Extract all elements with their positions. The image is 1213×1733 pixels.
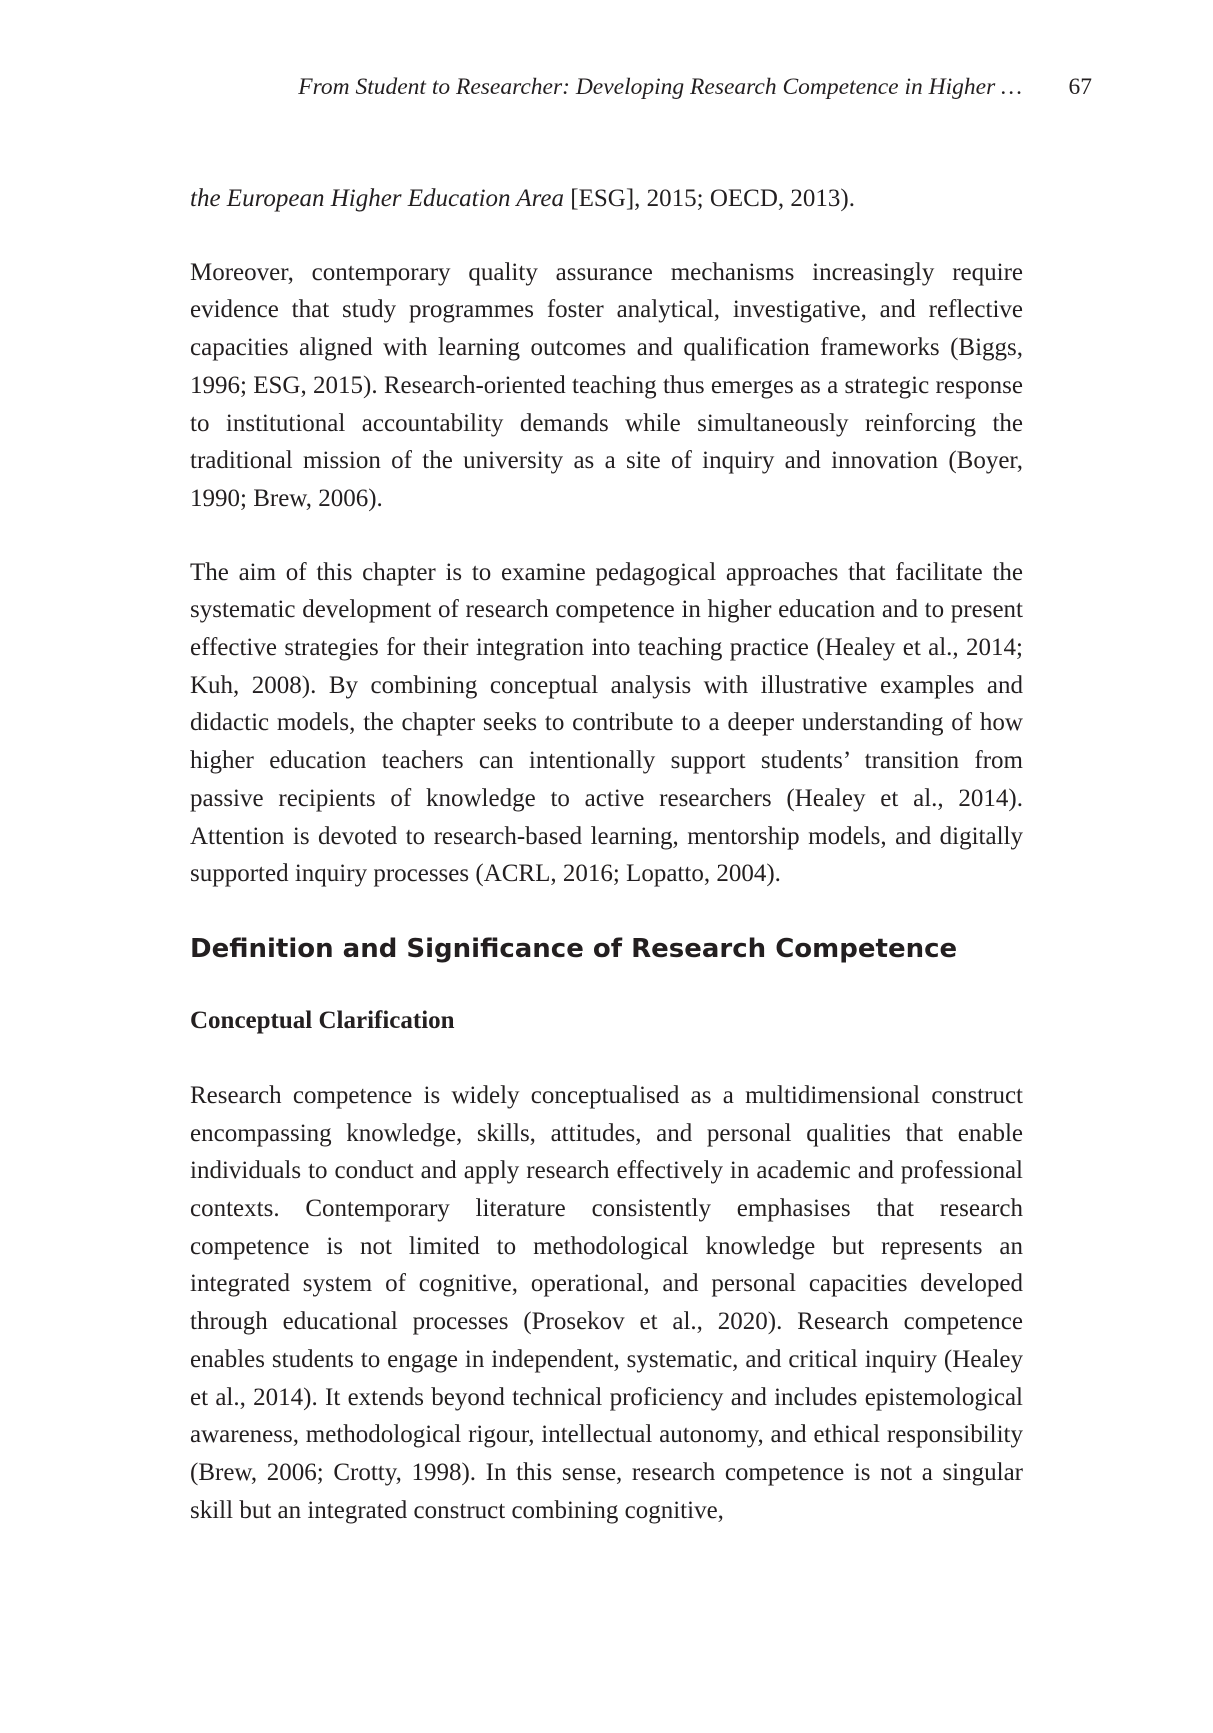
page-body — [190, 180, 1023, 1529]
section-heading: Definition and Significance of Research Competence — [190, 933, 958, 964]
running-head — [190, 70, 1092, 104]
page-number: 67 — [1068, 74, 1092, 100]
subsection-heading: Conceptual Clarification — [190, 1006, 455, 1034]
italic-title-fragment: the European Higher Education Area — [190, 185, 565, 212]
paragraph-quality-assurance: Moreover, contemporary quality assurance mechanisms increasingly require evidence that study programmes foster analytical, investigative, and reflective capacities aligned with learning outcomes and qualification frameworks (Biggs, 1996; ESG, 2015). Research-oriented teaching thus emerges as a strategic response to institutional accountability demands while simultaneously reinforcing the traditional mission of the university as a site of inquiry and innovation (Boyer, 1990; Brew, 2006). — [190, 258, 1023, 512]
paragraph-continuation-text: [ESG], 2015; OECD, 2013). — [564, 185, 855, 212]
paragraph-continuation — [190, 180, 1023, 218]
paragraph-chapter-aim: The aim of this chapter is to examine pedagogical approaches that facilitate the systematic development of research competence in higher education and to present effective strategies for their integration into teaching practice (Healey et al., 2014; Kuh, 2008). By combining conceptual analysis with illustrative examples and didactic models, the chapter seeks to contribute to a deeper understanding of how higher education teachers can intentionally support students’ transition from passive recipients of knowledge to active researchers (Healey et al., 2014). Attention is devoted to research-based learning, mentorship models, and digitally supported inquiry processes (ACRL, 2016; Lopatto, 2004). — [190, 558, 1023, 888]
running-head-title: From Student to Researcher: Developing Research Competence in Higher … — [298, 74, 1022, 100]
paragraph-conceptual-clarification: Research competence is widely conceptualised as a multidimensional construct encompassing knowledge, skills, attitudes, and personal qualities that enable individuals to conduct and apply research effectively in academic and professional contexts. Contemporary literature consistently emphasises that research competence is not limited to methodological knowledge but represents an integrated system of cognitive, operational, and personal capacities developed through educational processes (Prosekov et al., 2020). Research competence enables students to engage in independent, systematic, and critical inquiry (Healey et al., 2014). It extends beyond technical proficiency and includes epistemological awareness, methodological rigour, intellectual autonomy, and ethical responsibility (Brew, 2006; Crotty, 1998). In this sense, research competence is not a singular skill but an integrated construct combining cognitive, — [190, 1081, 1023, 1524]
